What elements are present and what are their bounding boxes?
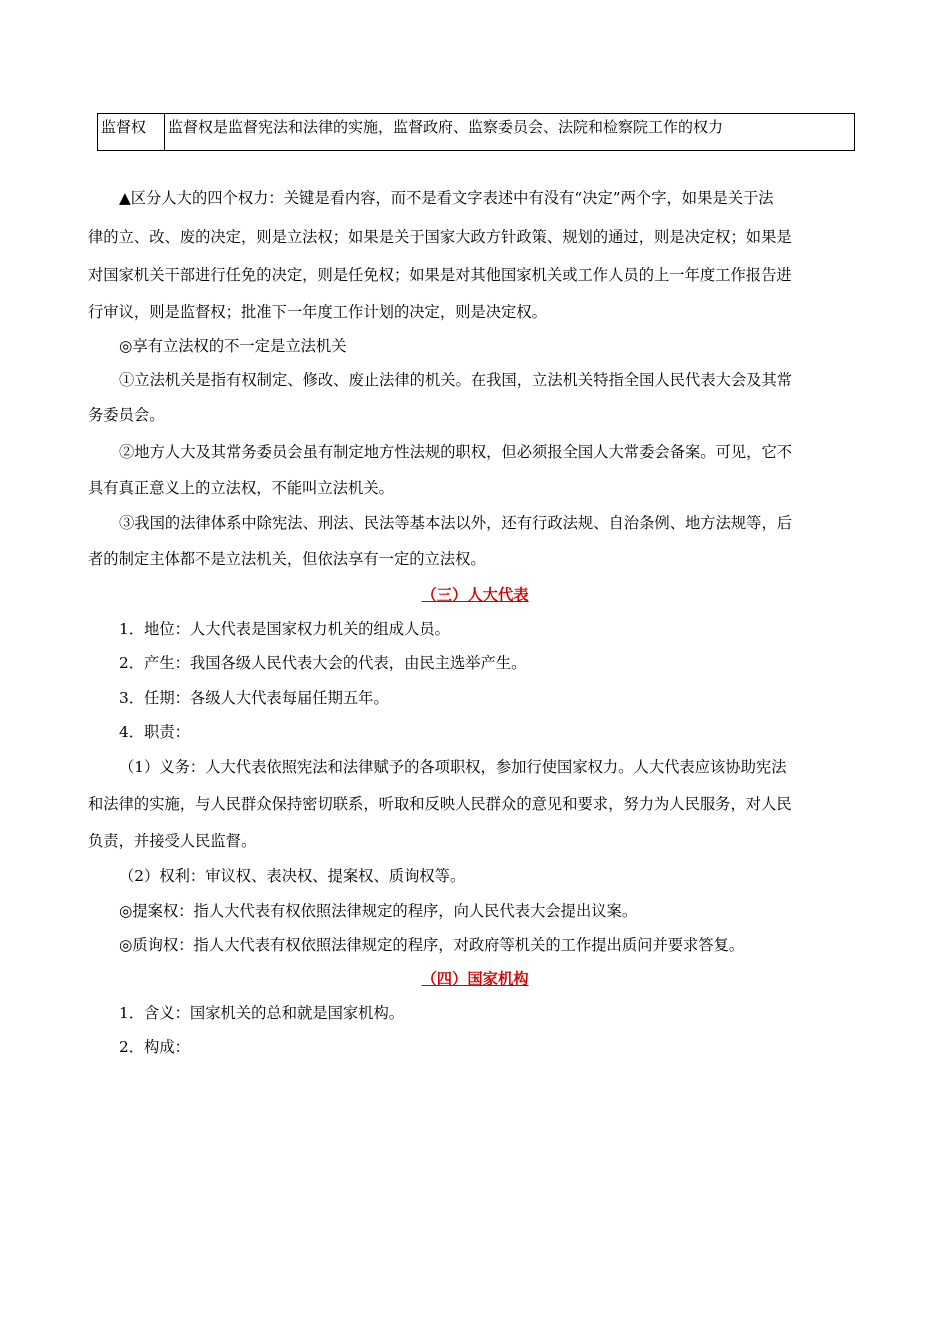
list-item: 3．任期：各级人大代表每届任期五年。: [119, 689, 389, 707]
list-item: 4．职责：: [119, 723, 190, 741]
paragraph-line: ②地方人大及其常务委员会虽有制定地方性法规的职权，但必须报全国人大常委会备案。可见，它不: [119, 443, 793, 461]
section-heading: （三）人大代表: [421, 586, 529, 604]
paragraph-line: ①立法机关是指有权制定、修改、废止法律的机关。在我国，立法机关特指全国人民代表大会及其常: [119, 371, 793, 389]
table-row: [98, 114, 855, 151]
power-table: [97, 113, 855, 151]
paragraph-line: ▲区分人大的四个权力：关键是看内容，而不是看文字表述中有没有“决定”两个字，如果是关于法: [119, 189, 774, 207]
list-item: 1．地位：人大代表是国家权力机关的组成人员。: [119, 620, 450, 638]
paragraph-line: ◎质询权：指人大代表有权依照法律规定的程序，对政府等机关的工作提出质问并要求答复。: [119, 936, 745, 954]
paragraph-line: 负责，并接受人民监督。: [88, 832, 257, 850]
paragraph-line: 和法律的实施，与人民群众保持密切联系，听取和反映人民群众的意见和要求，努力为人民服务，对人民: [88, 795, 792, 813]
paragraph-line: 务委员会。: [88, 406, 165, 424]
power-term-cell: 监督权: [98, 114, 165, 151]
paragraph-line: 对国家机关干部进行任免的决定，则是任免权；如果是对其他国家机关或工作人员的上一年度工作报告进: [88, 266, 792, 284]
paragraph-line: ◎提案权：指人大代表有权依照法律规定的程序，向人民代表大会提出议案。: [119, 902, 638, 920]
section-heading: （四）国家机构: [421, 970, 529, 988]
paragraph-line: （1）义务：人大代表依照宪法和法律赋予的各项职权，参加行使国家权力。人大代表应该协助宪法: [119, 758, 787, 776]
list-item: 2．产生：我国各级人民代表大会的代表，由民主选举产生。: [119, 654, 527, 672]
list-item: 2．构成：: [119, 1038, 190, 1056]
paragraph-line: （2）权利：审议权、表决权、提案权、质询权等。: [119, 867, 466, 885]
paragraph-line: ◎享有立法权的不一定是立法机关: [119, 337, 347, 355]
paragraph-line: 行审议，则是监督权；批准下一年度工作计划的决定，则是决定权。: [88, 303, 547, 321]
paragraph-line: 具有真正意义上的立法权，不能叫立法机关。: [88, 479, 394, 497]
power-description-cell: 监督权是监督宪法和法律的实施，监督政府、监察委员会、法院和检察院工作的权力: [165, 114, 855, 151]
paragraph-line: ③我国的法律体系中除宪法、刑法、民法等基本法以外，还有行政法规、自治条例、地方法规等，后: [119, 514, 793, 532]
paragraph-line: 者的制定主体都不是立法机关，但依法享有一定的立法权。: [88, 550, 486, 568]
paragraph-line: 律的立、改、废的决定，则是立法权；如果是关于国家大政方针政策、规划的通过，则是决定权；如果是: [88, 228, 792, 246]
list-item: 1．含义：国家机关的总和就是国家机构。: [119, 1004, 405, 1022]
